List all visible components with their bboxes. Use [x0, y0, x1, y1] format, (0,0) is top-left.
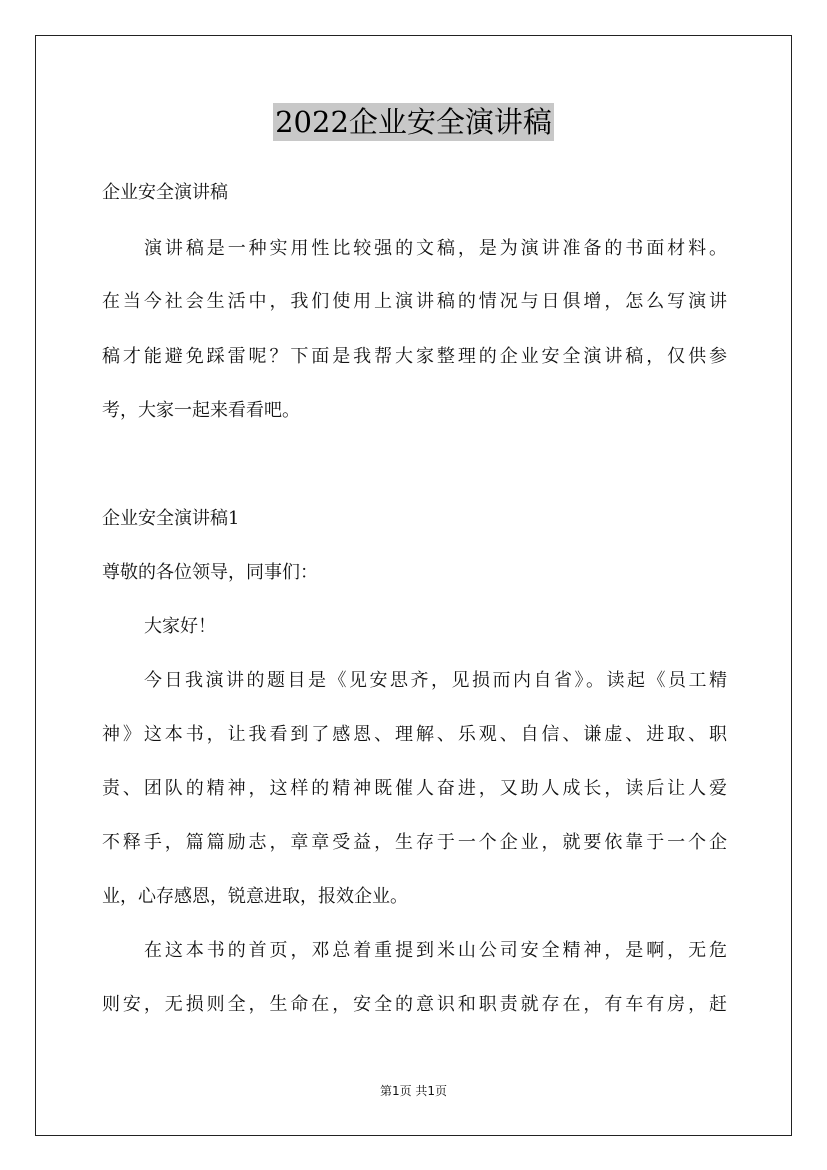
paragraph-line: 不释手，篇篇励志，章章受益，生存于一个企业，就要依靠于一个企 — [102, 832, 727, 853]
salutation: 尊敬的各位领导，同事们： — [102, 562, 318, 583]
paragraph-line: 业，心存感恩，锐意进取，报效企业。 — [102, 886, 408, 907]
paragraph-line: 则安，无损则全，生命在，安全的意识和职责就存在，有车有房，赶 — [102, 994, 727, 1015]
document-title: 2022企业安全演讲稿 — [275, 105, 552, 139]
page-footer: 第1页 共1页 — [379, 1084, 448, 1098]
title-container — [0, 103, 827, 141]
section-heading: 企业安全演讲稿1 — [102, 508, 240, 529]
paragraph-line: 在当今社会生活中，我们使用上演讲稿的情况与日俱增，怎么写演讲 — [102, 291, 727, 312]
greeting: 大家好！ — [144, 616, 216, 637]
paragraph-line: 考，大家一起来看看吧。 — [102, 400, 300, 421]
paragraph-line: 责、团队的精神，这样的精神既催人奋进，又助人成长，读后让人爱 — [102, 778, 727, 799]
paragraph-line: 稿才能避免踩雷呢？下面是我帮大家整理的企业安全演讲稿，仅供参 — [102, 346, 727, 367]
paragraph-line: 演讲稿是一种实用性比较强的文稿，是为演讲准备的书面材料。 — [144, 238, 727, 259]
paragraph-line: 今日我演讲的题目是《见安思齐，见损而内自省》。读起《员工精 — [144, 670, 727, 691]
paragraph-line: 神》这本书，让我看到了感恩、理解、乐观、自信、谦虚、进取、职 — [102, 724, 727, 745]
paragraph-line: 在这本书的首页，邓总着重提到米山公司安全精神，是啊，无危 — [144, 940, 727, 961]
section-heading: 企业安全演讲稿 — [102, 182, 228, 203]
